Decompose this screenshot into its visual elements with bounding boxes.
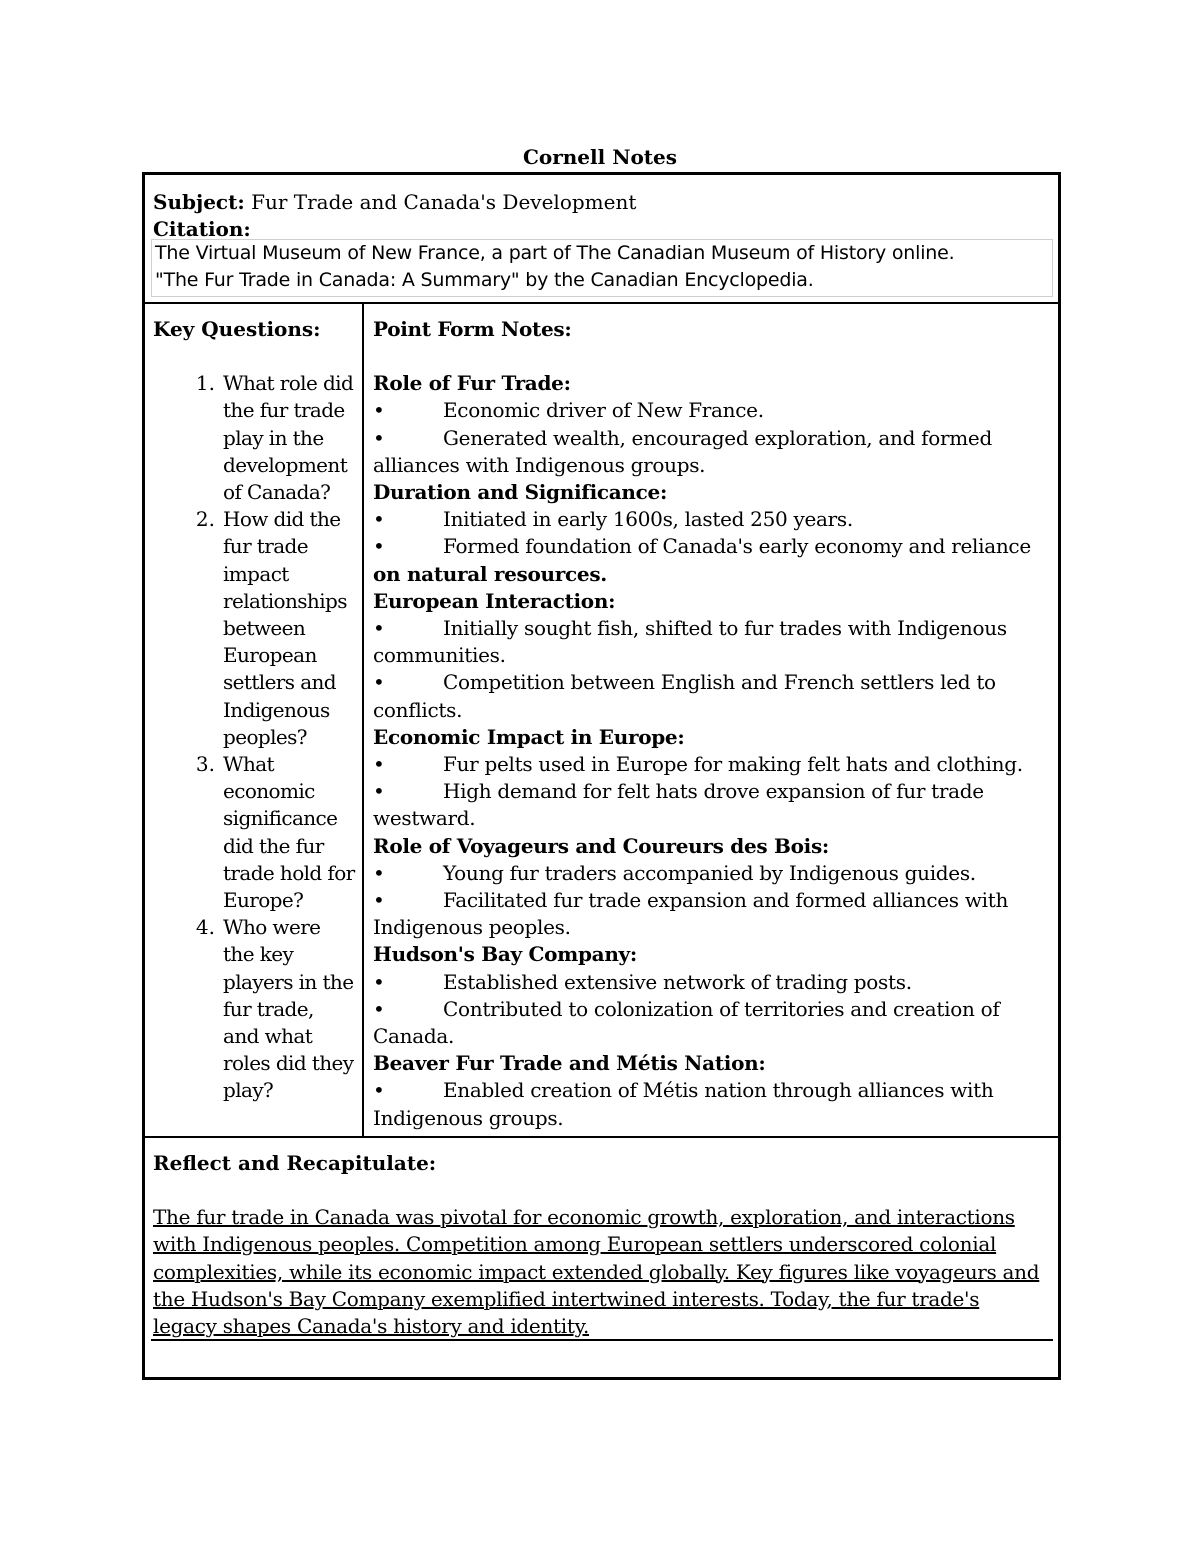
note-group-title: Role of Fur Trade: (373, 371, 571, 396)
note-bullet (373, 996, 1054, 1050)
bullet-icon: • (373, 670, 385, 695)
bullet-icon: • (373, 398, 385, 423)
note-group-title: Hudson's Bay Company: (373, 942, 637, 967)
note-bullet-text: Facilitated fur trade expansion and formed alliances with Indigenous peoples. (373, 888, 1009, 940)
note-bullet-text: Generated wealth, encouraged exploration, and formed alliances with Indigenous groups. (373, 425, 992, 477)
note-bullet (373, 1077, 1054, 1131)
question-number: 3. (195, 752, 215, 777)
note-bullet-text: Economic driver of New France. (443, 398, 764, 423)
bullet-icon: • (373, 888, 385, 913)
key-questions-heading: Key Questions: (153, 317, 321, 341)
reflect-section (145, 1138, 1058, 1377)
note-bullet-text: Formed foundation of Canada's early economy and reliance (443, 534, 1031, 559)
bullet-icon: • (373, 616, 385, 641)
question-item (153, 506, 362, 751)
note-bullet-text: Competition between English and French settlers led to conflicts. (373, 670, 996, 722)
bullet-icon: • (373, 996, 385, 1021)
citation-label: Citation: (153, 217, 251, 241)
reflect-heading: Reflect and Recapitulate: (153, 1151, 437, 1175)
note-bullet-text: Fur pelts used in Europe for making felt hats and clothing. (443, 752, 1023, 777)
note-bullet (373, 778, 1054, 832)
question-text: What role did the fur trade play in the development of Canada? (223, 371, 354, 505)
note-group-title: European Interaction: (373, 588, 616, 613)
bullet-icon: • (373, 779, 385, 804)
reflect-text: The fur trade in Canada was pivotal for economic growth, exploration, and interactions with Indigenous peoples. Competition among European settlers underscored colonial complexities, while its economic impact extended globally. Key figures like voyageurs and the Hudson's Bay Company exemplified intertwined interests. Today, the fur trade's legacy shapes Canada's history and identity. (153, 1205, 1040, 1339)
note-bullet (373, 615, 1054, 669)
note-group-title: Beaver Fur Trade and Métis Nation: (373, 1051, 766, 1076)
note-bullet-emphasis: on natural resources. (373, 561, 607, 586)
header-section (145, 175, 1058, 304)
subject-line (153, 189, 1058, 216)
notes-groups (373, 370, 1054, 1132)
citation-box (151, 239, 1053, 297)
note-group-title: Economic Impact in Europe: (373, 724, 685, 749)
reflect-rule (151, 1339, 1053, 1341)
subject-value: Fur Trade and Canada's Development (244, 190, 637, 214)
key-questions-column (145, 304, 364, 1136)
note-bullet-text: Initially sought fish, shifted to fur trades with Indigenous communities. (373, 616, 1007, 668)
bullet-icon: • (373, 969, 385, 994)
bullet-icon: • (373, 534, 385, 559)
point-form-notes-heading: Point Form Notes: (373, 317, 572, 341)
note-bullet (373, 397, 1054, 424)
question-number: 1. (195, 371, 215, 396)
note-bullet (373, 425, 1054, 479)
question-text: Who were the key players in the fur trade, and what roles did they play? (223, 915, 354, 1103)
note-bullet (373, 751, 1054, 778)
note-bullet (373, 506, 1054, 533)
subject-label: Subject: (153, 190, 245, 214)
note-bullet-text: Initiated in early 1600s, lasted 250 years. (443, 507, 853, 532)
note-bullet-text: Established extensive network of trading posts. (443, 969, 912, 994)
note-bullet (373, 669, 1054, 723)
note-bullet-text: High demand for felt hats drove expansion of fur trade westward. (373, 779, 984, 831)
question-number: 2. (195, 507, 215, 532)
question-item (153, 914, 362, 1104)
note-bullet-text: Young fur traders accompanied by Indigenous guides. (443, 860, 976, 885)
note-group-title: Role of Voyageurs and Coureurs des Bois: (373, 833, 829, 858)
note-bullet (373, 533, 1054, 587)
note-group-title: Duration and Significance: (373, 480, 668, 505)
point-form-notes-column (364, 304, 1058, 1136)
question-text: How did the fur trade impact relationships between European settlers and Indigenous peoples? (223, 507, 347, 749)
question-item (153, 751, 362, 914)
bullet-icon: • (373, 860, 385, 885)
bullet-icon: • (373, 507, 385, 532)
question-list (153, 370, 362, 1104)
question-item (153, 370, 362, 506)
note-bullet-text: Contributed to colonization of territories and creation of Canada. (373, 996, 1000, 1049)
question-text: What economic significance did the fur trade hold for Europe? (223, 752, 355, 913)
cornell-notes-table (142, 172, 1061, 1380)
note-bullet (373, 887, 1054, 941)
bullet-icon: • (373, 1078, 385, 1103)
bullet-icon: • (373, 752, 385, 777)
citation-line: "The Fur Trade in Canada: A Summary" by the Canadian Encyclopedia. (155, 269, 814, 291)
bullet-icon: • (373, 425, 385, 450)
page-title: Cornell Notes (522, 145, 678, 169)
question-number: 4. (195, 915, 215, 940)
note-bullet-text: Enabled creation of Métis nation through alliances with Indigenous groups. (373, 1078, 994, 1130)
citation-line: The Virtual Museum of New France, a part of The Canadian Museum of History online. (155, 242, 955, 264)
note-bullet (373, 969, 1054, 996)
note-bullet (373, 860, 1054, 887)
notes-section (145, 304, 1058, 1138)
